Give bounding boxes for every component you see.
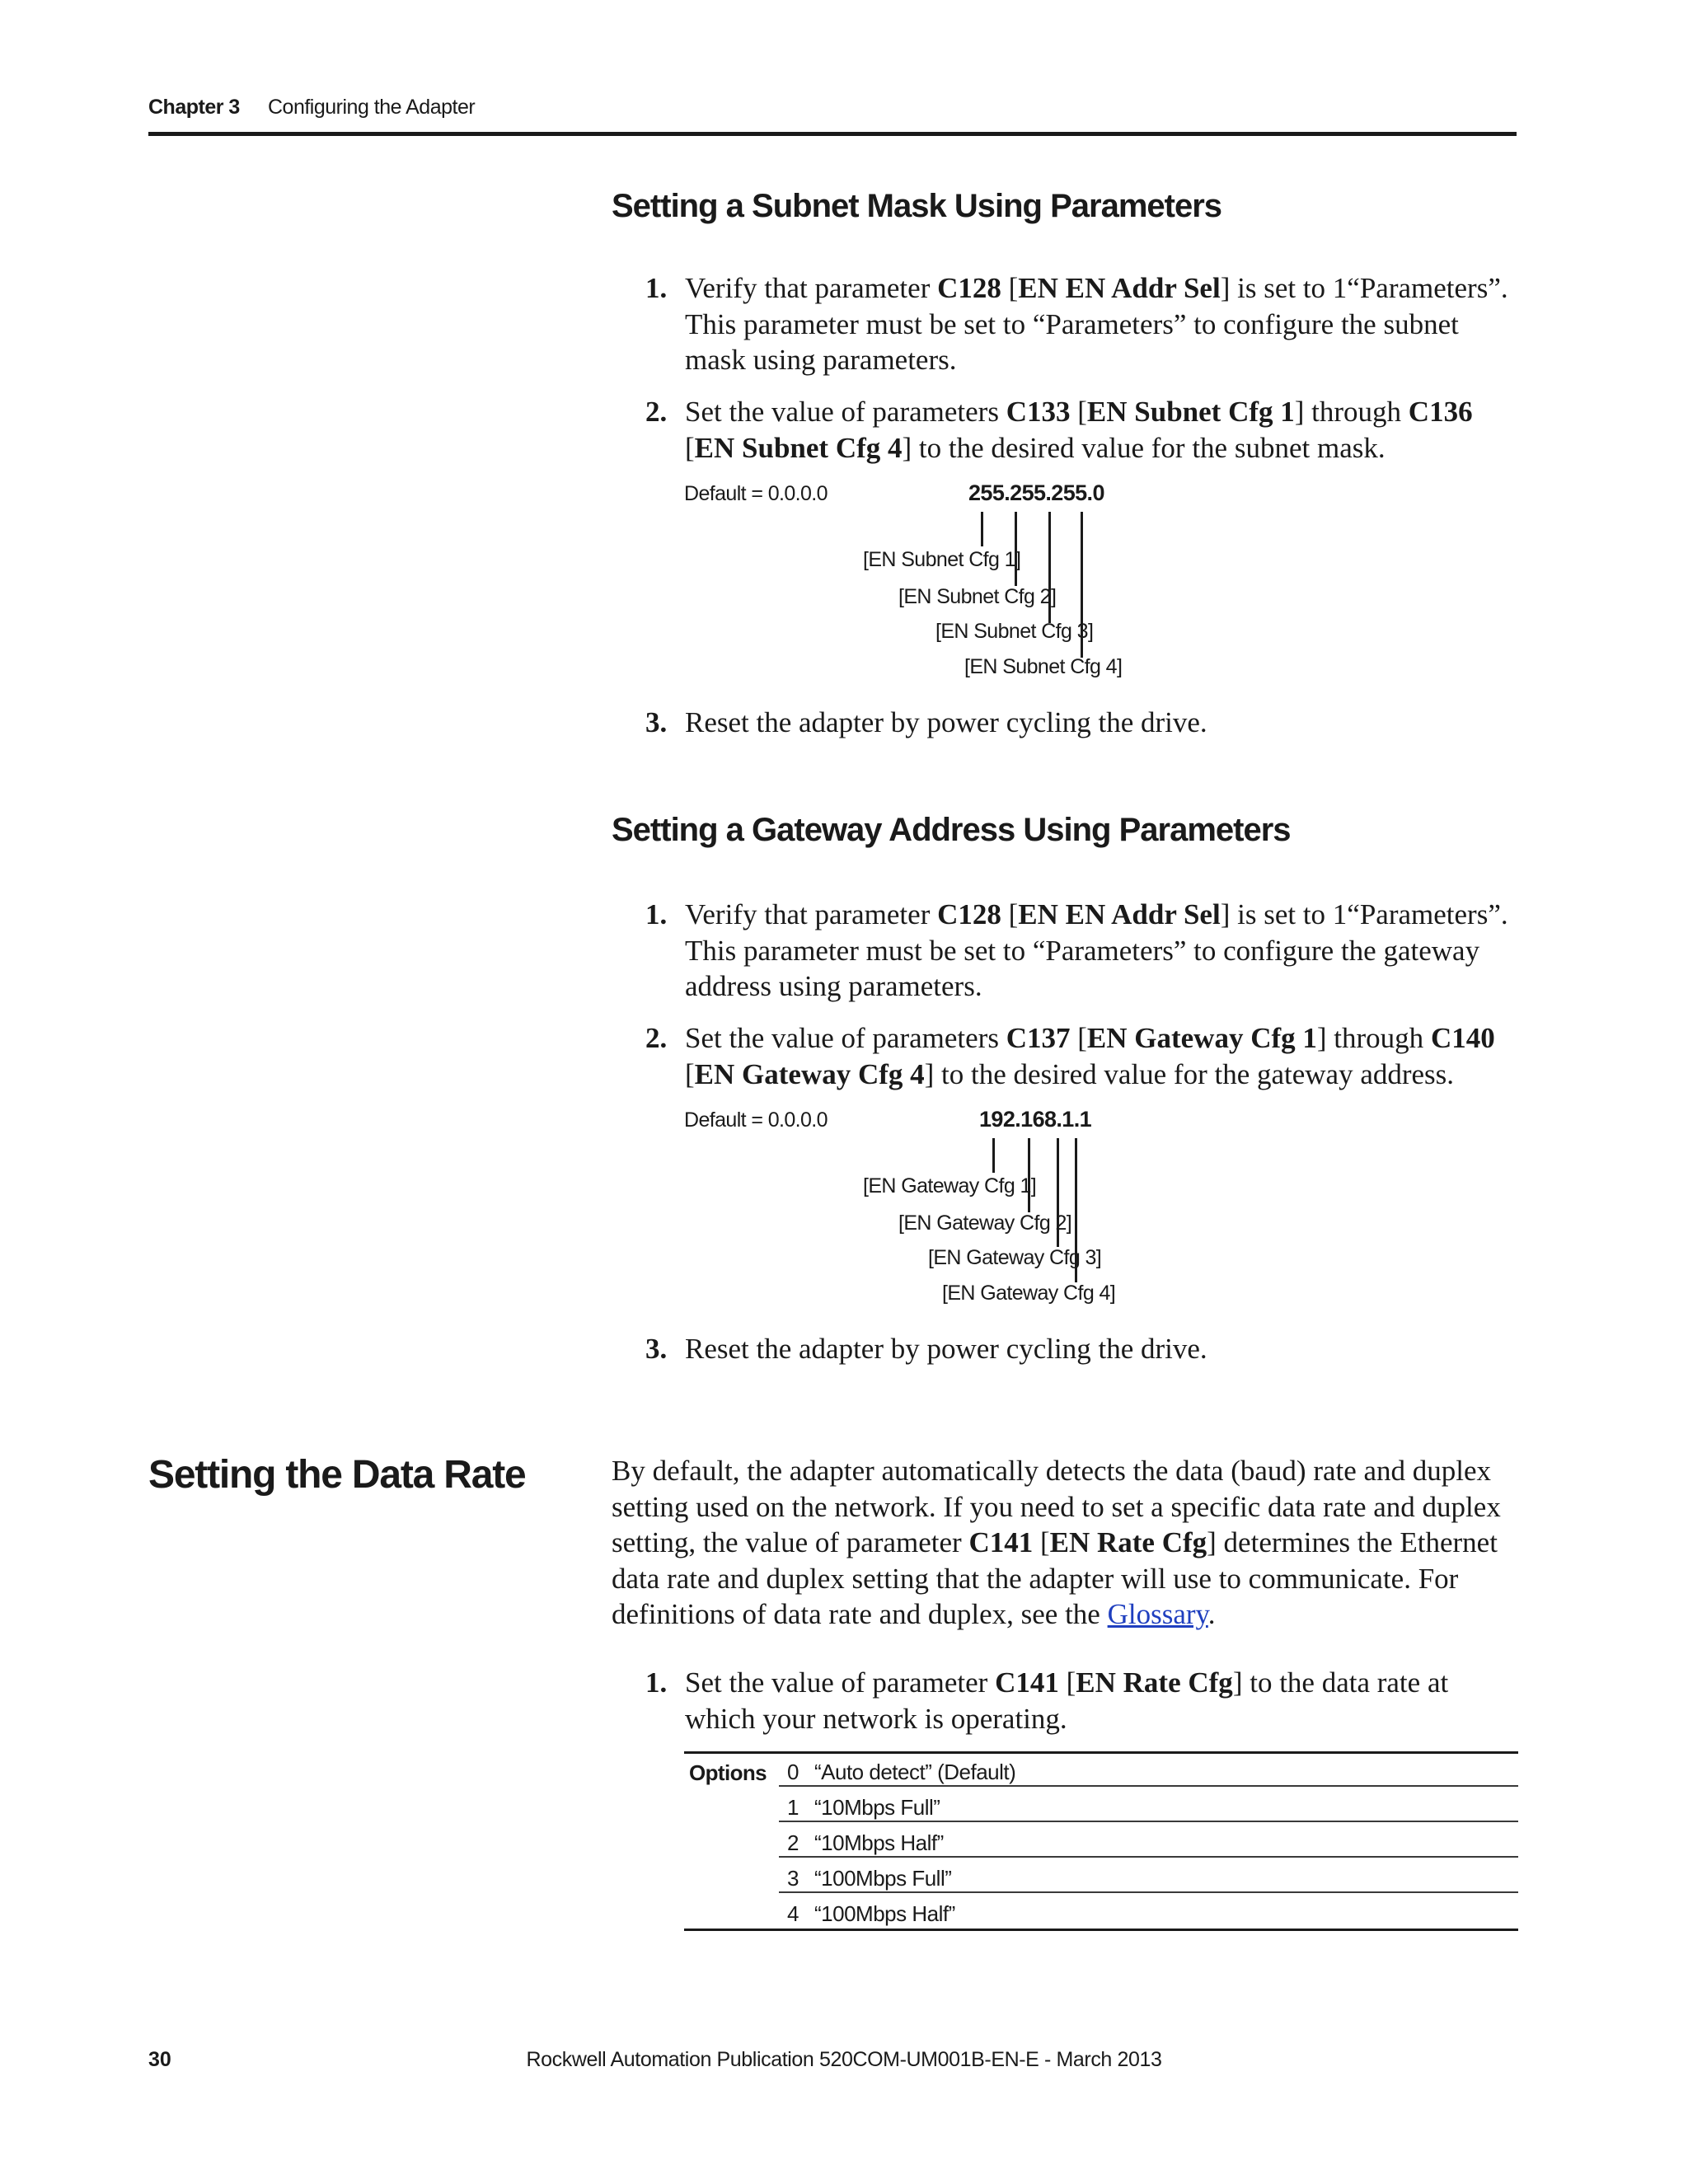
option-value: 1	[787, 1795, 799, 1820]
step-text: Verify that parameter C128 [EN EN Addr Sel] is set to 1“Parameters”. This parameter must be set to “Parameters” to configure the subnet mask using parameters.	[685, 272, 1508, 376]
gateway-heading: Setting a Gateway Address Using Parameters	[612, 812, 1291, 848]
chapter-label: Chapter 3	[148, 96, 240, 119]
option-value: 3	[787, 1866, 799, 1891]
cfg-label: [EN Gateway Cfg 4]	[942, 1282, 1116, 1305]
gateway-step-2	[645, 1020, 1519, 1094]
datarate-heading: Setting the Data Rate	[148, 1453, 526, 1497]
option-label: “10Mbps Full”	[814, 1795, 940, 1820]
option-label: “10Mbps Half”	[814, 1830, 944, 1855]
footer-publication: Rockwell Automation Publication 520COM-UM001B-EN-E - March 2013	[526, 2048, 1162, 2071]
table-row	[779, 1858, 1518, 1893]
gateway-diagram	[684, 1108, 1179, 1306]
table-row	[779, 1751, 1518, 1787]
datarate-intro: By default, the adapter automatically detects the data (baud) rate and duplex setting used on the network. If you need to set a specific data rate and duplex setting, the value of parameter C141 [EN Rate Cfg] determines the Ethernet data rate and duplex setting that the adapter will use to communicate. For definitions of data rate and duplex, see the Glossary.	[612, 1455, 1501, 1630]
option-value: 0	[787, 1760, 799, 1784]
cfg-label: [EN Subnet Cfg 4]	[964, 655, 1123, 678]
step-number: 1.	[645, 898, 668, 930]
datarate-step-1	[645, 1665, 1519, 1739]
chapter-title: Configuring the Adapter	[268, 96, 476, 119]
subnet-step-2	[645, 394, 1519, 468]
option-label: “Auto detect” (Default)	[814, 1760, 1016, 1784]
step-number: 2.	[645, 1022, 668, 1054]
cfg-label: [EN Gateway Cfg 3]	[928, 1246, 1102, 1269]
options-label: Options	[689, 1760, 767, 1785]
cfg-label: [EN Subnet Cfg 3]	[935, 620, 1094, 643]
option-label: “100Mbps Full”	[814, 1866, 952, 1891]
example-value: 255.255.255.0	[968, 480, 1104, 505]
cfg-label: [EN Gateway Cfg 1]	[863, 1174, 1037, 1197]
option-label: “100Mbps Half”	[814, 1901, 955, 1926]
header-rule	[148, 132, 1517, 136]
cfg-label: [EN Subnet Cfg 2]	[898, 585, 1057, 608]
subnet-step-3	[645, 705, 1519, 742]
step-number: 1.	[645, 1666, 668, 1699]
option-value: 4	[787, 1901, 799, 1926]
default-label: Default = 0.0.0.0	[684, 1108, 828, 1132]
gateway-step-3	[645, 1331, 1519, 1368]
step-text: Verify that parameter C128 [EN EN Addr Sel] is set to 1“Parameters”. This parameter must be set to “Parameters” to configure the gateway address using parameters.	[685, 898, 1508, 1002]
default-label: Default = 0.0.0.0	[684, 482, 828, 505]
table-row	[779, 1893, 1518, 1929]
step-number: 3.	[645, 706, 668, 738]
running-header	[148, 92, 1517, 125]
subnet-diagram	[684, 482, 1179, 680]
step-text: Set the value of parameters C133 [EN Subnet Cfg 1] through C136 [EN Subnet Cfg 4] to the desired value for the subnet mask.	[685, 396, 1473, 464]
subnet-step-1	[645, 270, 1519, 382]
gateway-step-1	[645, 897, 1519, 1008]
table-row	[779, 1822, 1518, 1858]
cfg-label: [EN Subnet Cfg 1]	[863, 548, 1021, 571]
step-number: 2.	[645, 396, 668, 428]
glossary-link[interactable]: Glossary	[1107, 1598, 1208, 1630]
step-number: 1.	[645, 272, 668, 304]
table-bottom-rule	[684, 1929, 1518, 1931]
step-text: Reset the adapter by power cycling the drive.	[685, 1333, 1207, 1365]
table-row	[779, 1787, 1518, 1822]
subnet-heading: Setting a Subnet Mask Using Parameters	[612, 188, 1222, 224]
page-number: 30	[148, 2048, 171, 2071]
option-value: 2	[787, 1830, 799, 1855]
step-number: 3.	[645, 1333, 668, 1365]
example-value: 192.168.1.1	[979, 1107, 1092, 1132]
step-text: Set the value of parameter C141 [EN Rate Cfg] to the data rate at which your network is operating.	[685, 1666, 1449, 1735]
step-text: Set the value of parameters C137 [EN Gateway Cfg 1] through C140 [EN Gateway Cfg 4] to the desired value for the gateway address.	[685, 1022, 1495, 1090]
cfg-label: [EN Gateway Cfg 2]	[898, 1212, 1072, 1235]
connector-line	[992, 1138, 995, 1173]
connector-line	[981, 512, 983, 546]
step-text: Reset the adapter by power cycling the drive.	[685, 706, 1207, 738]
